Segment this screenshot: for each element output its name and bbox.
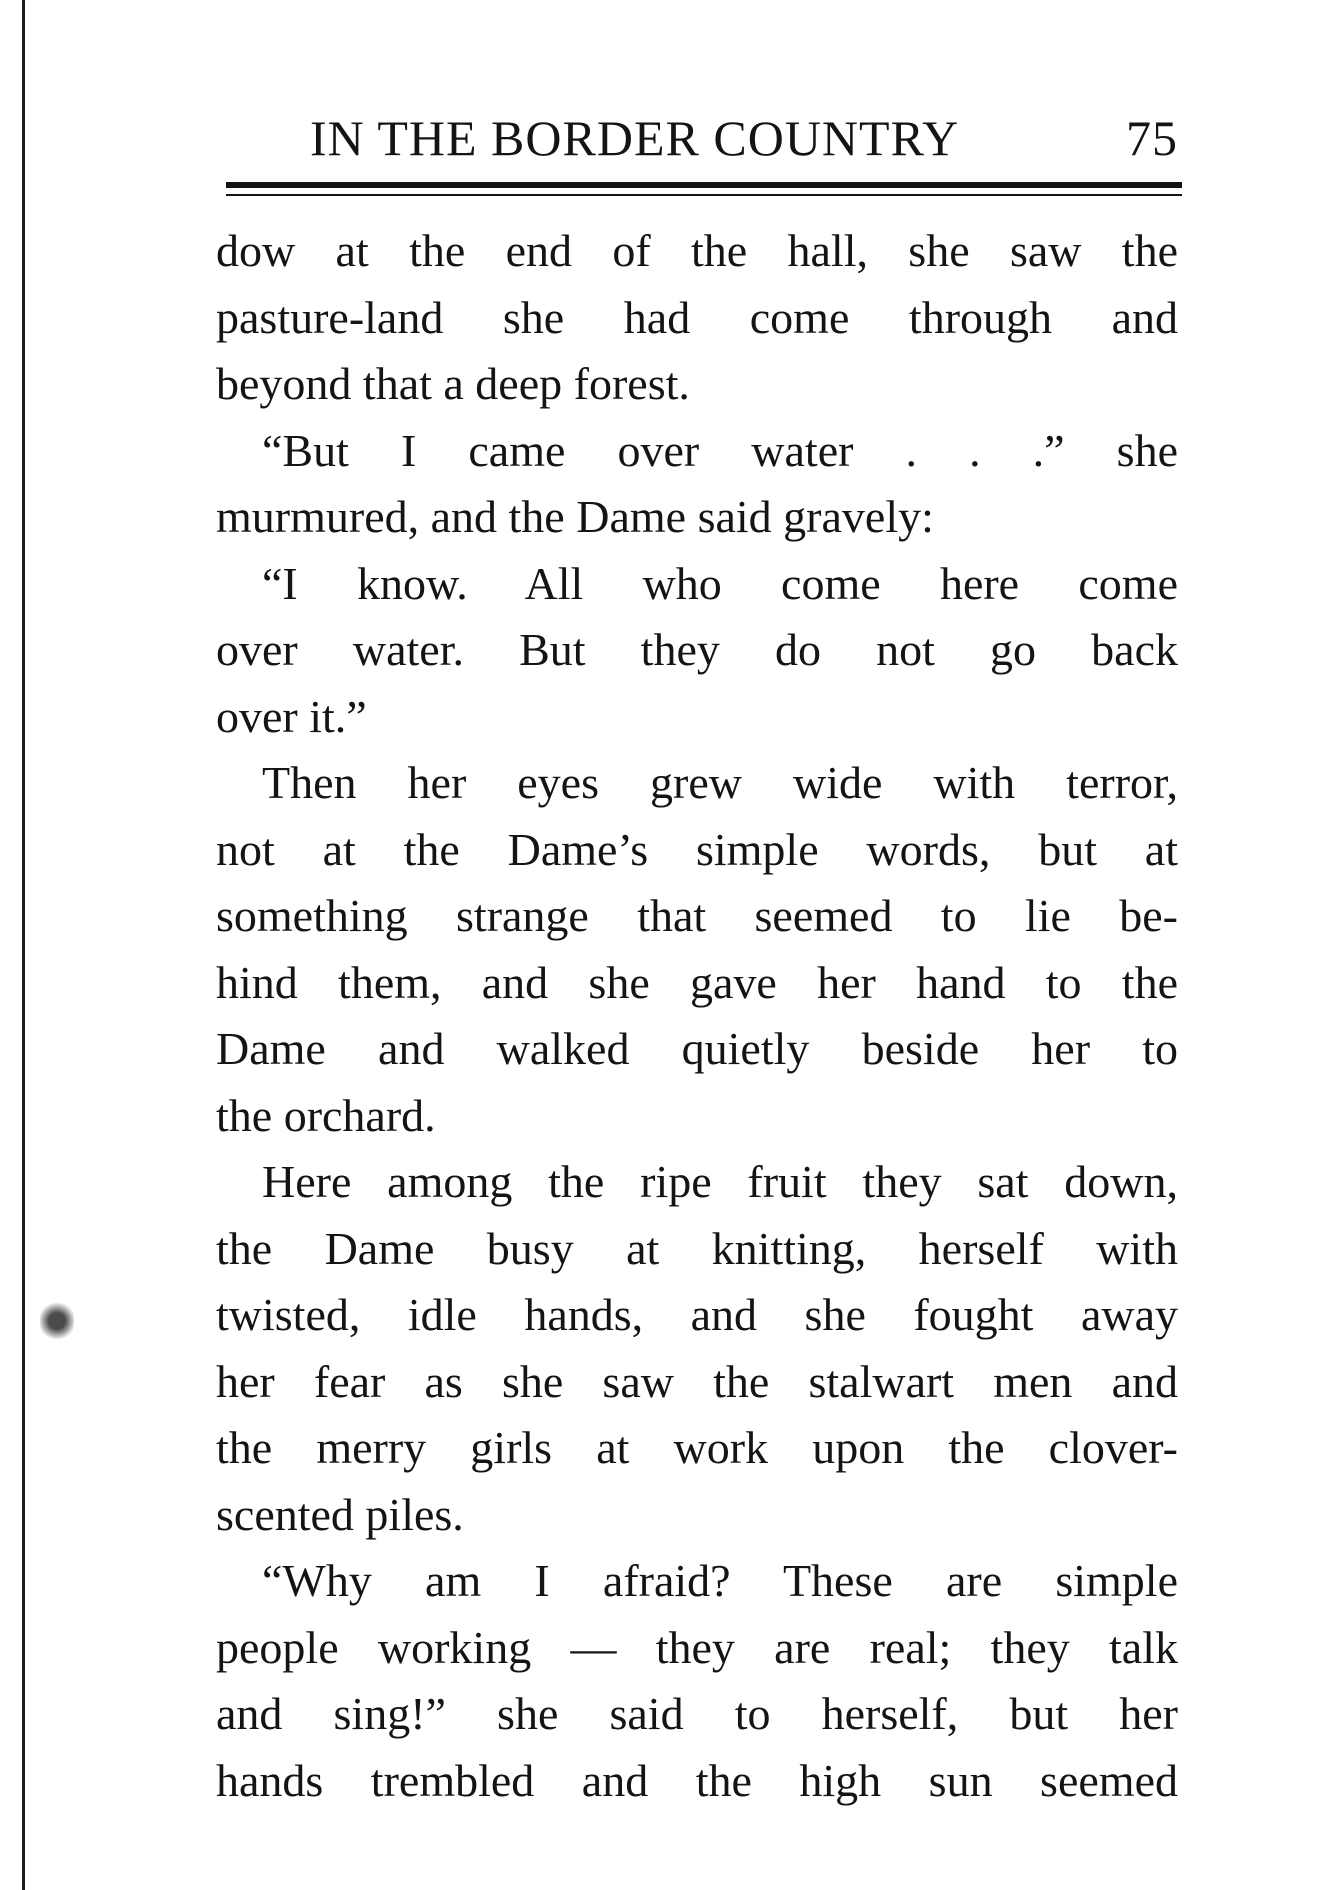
- text-line: not at the Dame’s simple words, but at: [216, 823, 1178, 875]
- text-line: twisted, idle hands, and she fought away: [216, 1289, 1178, 1340]
- text-line: scented piles.: [216, 1488, 464, 1540]
- ink-speck: [40, 1300, 74, 1342]
- text-line: over water. But they do not go back: [216, 624, 1178, 675]
- text-line: beyond that a deep forest.: [216, 358, 690, 409]
- text-line: “I know. All who come here come: [262, 557, 1178, 609]
- running-title: IN THE BORDER COUNTRY: [310, 110, 960, 166]
- text-line: the Dame busy at knitting, herself with: [216, 1222, 1178, 1274]
- text-line: hind them, and she gave her hand to the: [216, 956, 1178, 1008]
- text-line: and sing!” she said to herself, but her: [216, 1688, 1178, 1739]
- text-line: “But I came over water . . .” she: [262, 424, 1178, 476]
- text-line: Here among the ripe fruit they sat down,: [262, 1156, 1178, 1207]
- text-line: something strange that seemed to lie be-: [216, 890, 1178, 941]
- page-number: 75: [1126, 110, 1178, 166]
- text-line: dow at the end of the hall, she saw the: [216, 225, 1178, 276]
- text-line: the merry girls at work upon the clover-: [216, 1422, 1178, 1473]
- text-line: her fear as she saw the stalwart men and: [216, 1355, 1178, 1407]
- text-line: the orchard.: [216, 1089, 436, 1141]
- running-head: [310, 106, 1178, 170]
- text-line: “Why am I afraid? These are simple: [262, 1555, 1178, 1606]
- text-line: hands trembled and the high sun seemed: [216, 1754, 1178, 1806]
- text-line: Then her eyes grew wide with terror,: [262, 757, 1178, 808]
- header-double-rule: [226, 182, 1182, 196]
- text-body: [216, 218, 1178, 1814]
- binding-edge: [22, 0, 25, 1890]
- text-line: over it.”: [216, 690, 367, 742]
- text-line: murmured, and the Dame said gravely:: [216, 491, 934, 542]
- text-line: pasture-land she had come through and: [216, 291, 1178, 343]
- text-line: people working — they are real; they talk: [216, 1621, 1178, 1673]
- text-line: Dame and walked quietly beside her to: [216, 1023, 1178, 1074]
